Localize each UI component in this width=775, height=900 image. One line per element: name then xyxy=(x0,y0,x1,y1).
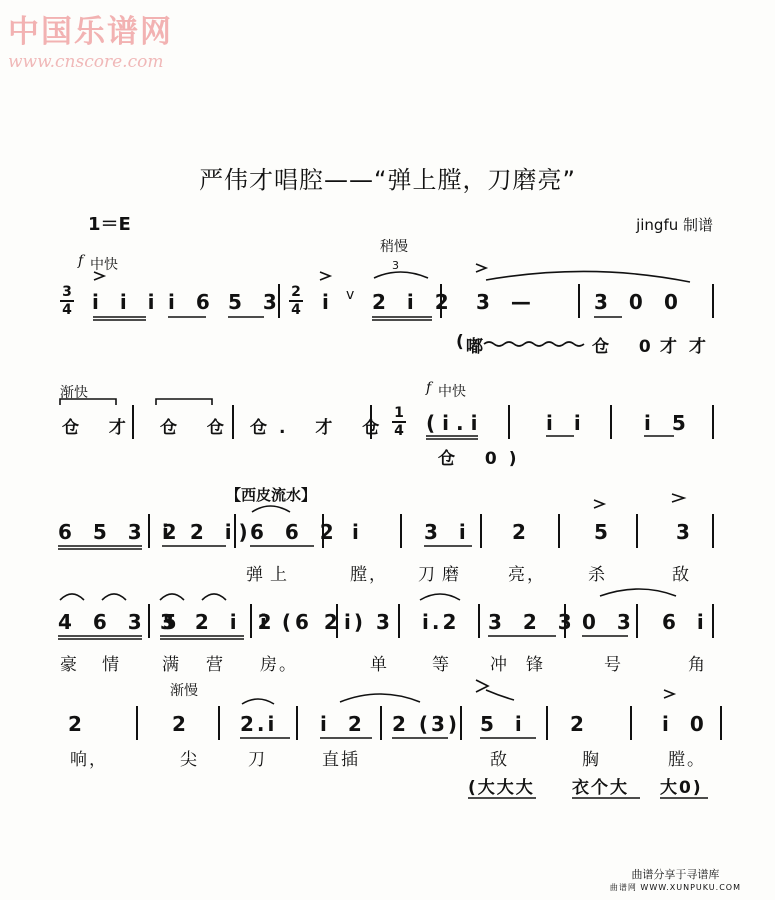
footer-line2: 曲谱网 WWW.XUNPUKU.COM xyxy=(609,883,741,892)
measure-note: i 6 xyxy=(168,290,217,314)
measure-note: 2 xyxy=(172,712,193,736)
tempo-accel-mark: 渐快 xyxy=(60,385,88,401)
lyric-char: 胸 xyxy=(582,750,601,770)
watermark-url: www.cnscore.com xyxy=(8,52,164,72)
triplet-mark: 3 xyxy=(392,259,399,272)
perc-cang-end: 仓 0) xyxy=(438,449,529,469)
lyric-char: 刀 xyxy=(248,750,267,770)
measure-note: i xyxy=(322,290,336,314)
perc-yigeda: 衣个大 xyxy=(572,778,629,798)
lyric-char: 营 xyxy=(206,655,225,675)
measure-note: 5 xyxy=(594,520,615,544)
measure-note: i 5 xyxy=(644,411,693,435)
dynamic-mark: f xyxy=(78,253,84,269)
perc-open: ( xyxy=(456,332,464,352)
lyric-char: 单 xyxy=(370,655,389,675)
breath-mark: v xyxy=(346,287,355,303)
measure-note: 5 3 xyxy=(228,290,284,314)
time-signature-2-4: 2 4 xyxy=(289,285,303,317)
measure-note: i i i xyxy=(92,290,162,314)
lyric-char: 响， xyxy=(70,750,108,770)
measure-note: 3 i xyxy=(424,520,473,544)
lyric-char: 弹 xyxy=(246,565,265,585)
measure-note: i) 3 xyxy=(344,610,393,634)
lyric-char: 敌 xyxy=(490,750,509,770)
lyric-char: 膛， xyxy=(350,565,388,585)
lyric-char: 情 xyxy=(102,655,121,675)
measure-note: i xyxy=(352,520,366,544)
time-signature-1-4: 1 4 xyxy=(392,406,406,438)
measure-note: 6 i xyxy=(662,610,711,634)
perc-cang-cai-cang: 仓. 才 仓 xyxy=(250,418,392,438)
measure-note: 3 — xyxy=(476,290,538,314)
measure-note: 2.i xyxy=(240,712,278,736)
measure-note: 3 2 i 2 xyxy=(160,610,279,634)
measure-note: 6 6 2 xyxy=(250,520,341,544)
key-signature: 1＝E xyxy=(88,214,131,235)
lyric-char: 磨 xyxy=(442,565,461,585)
perc-dadada: (大大大 xyxy=(468,778,535,798)
perc-cang-cai: 仓 才 xyxy=(62,418,138,438)
lyric-char: 号 xyxy=(604,655,623,675)
perc-du: 嘟 xyxy=(466,337,483,357)
footer-credit xyxy=(610,868,741,894)
dynamic-mark: f xyxy=(426,380,432,396)
perc-cang: 仓 0 xyxy=(592,337,663,357)
lyric-char: 冲 xyxy=(490,655,509,675)
lyric-char: 直插 xyxy=(322,750,360,770)
lyric-char: 尖 xyxy=(180,750,199,770)
lyric-char: 敌 xyxy=(672,565,691,585)
lyric-char: 膛。 xyxy=(668,750,706,770)
footer-line1: 曲谱分享于寻谱库 xyxy=(631,868,720,881)
lyric-char: 亮， xyxy=(508,565,546,585)
time-signature-3-4: 3 4 xyxy=(60,285,74,317)
lyric-char: 上 xyxy=(270,565,289,585)
measure-note: 0 xyxy=(664,290,685,314)
measure-note: i.2 xyxy=(422,610,460,634)
section-label: 【西皮流水】 xyxy=(226,486,317,504)
lyric-char: 锋 xyxy=(526,655,545,675)
measure-note: 2 xyxy=(512,520,533,544)
measure-note: 2 (3) xyxy=(392,712,461,736)
measure-note: 4 6 3 5 xyxy=(58,610,184,634)
tempo-rit-mark: 渐慢 xyxy=(170,683,198,699)
measure-note: 6 5 3 2 xyxy=(58,520,184,544)
arranger-credit: jingfu 制谱 xyxy=(636,216,713,234)
perc-cang-cang: 仓 仓 xyxy=(160,418,236,438)
measure-note: 0 3 xyxy=(582,610,638,634)
measure-note: 3 2 3 xyxy=(488,610,579,634)
tempo-mark: 中快 xyxy=(90,257,118,273)
measure-note: i 2 i) xyxy=(162,520,255,544)
perc-da-end: 大0) xyxy=(660,778,703,798)
measure-note: 3 xyxy=(676,520,697,544)
score-title: 严伟才唱腔——“弹上膛，刀磨亮” xyxy=(199,166,576,194)
lyric-char: 豪 xyxy=(60,655,79,675)
perc-caicai: 才才 xyxy=(660,337,718,357)
measure-note: 3 0 xyxy=(594,290,650,314)
tempo-mark: 中快 xyxy=(438,384,466,400)
measure-note: 2 i 2 xyxy=(372,290,456,314)
lyric-char: 角 xyxy=(688,655,707,675)
lyric-char: 房。 xyxy=(260,655,298,675)
lyric-char: 杀 xyxy=(588,565,607,585)
measure-note: i (6 2 xyxy=(260,610,342,634)
lyric-char: 刀 xyxy=(418,565,437,585)
measure-note: i 2 xyxy=(320,712,369,736)
watermark-brand: 中国乐谱网 xyxy=(8,14,173,50)
lyric-char: 等 xyxy=(432,655,451,675)
measure-note: (i.i xyxy=(426,411,485,435)
measure-note: i i xyxy=(546,411,588,435)
tempo-slow-mark: 稍慢 xyxy=(380,239,408,255)
measure-note: 2 xyxy=(68,712,89,736)
measure-note: 2 xyxy=(570,712,591,736)
lyric-char: 满 xyxy=(162,655,181,675)
measure-note: 5 i xyxy=(480,712,529,736)
measure-note: i 0 xyxy=(662,712,711,736)
